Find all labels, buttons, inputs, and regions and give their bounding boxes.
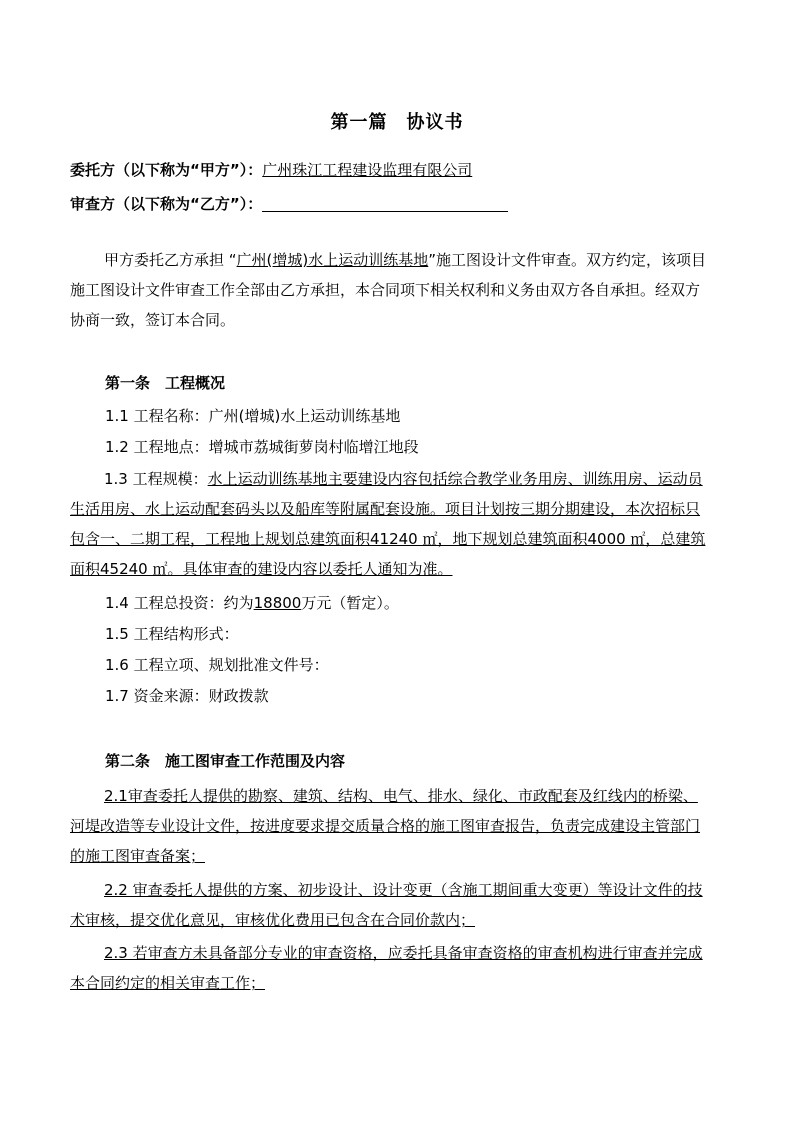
article2-item2 [70,875,710,935]
party-a-value: 广州珠江工程建设监理有限公司 [262,161,473,179]
article2-item3-text: 2.3 若审查方未具备部分专业的审查资格，应委托具备审查资格的审查机构进行审查并完成本合同约定的相关审查工作； [70,944,703,992]
article2-item3 [70,938,710,998]
article1-item7: 1.7 资金来源：财政拨款 [105,687,269,705]
party-b-blank [262,195,508,212]
intro-before: 甲方委托乙方承担 “ [104,251,237,269]
party-a-label: 委托方（以下称为“甲方”）： [70,161,263,179]
item4-value: 18800 [253,594,302,612]
article1-item6: 1.6 工程立项、规划批准文件号： [105,656,329,674]
article2-heading: 第二条 施工图审查工作范围及内容 [105,752,346,770]
page-title: 第一篇 协议书 [330,112,464,133]
item4-label: 1.4 工程总投资：约为 [105,594,254,612]
article2-item2-text: 2.2 审查委托人提供的方案、初步设计、设计变更（含施工期间重大变更）等设计文件的技术审核，提交优化意见，审核优化费用已包含在合同价款内； [70,881,703,929]
item4-unit: 万元（暂定）。 [301,594,399,612]
article1-item2: 1.2 工程地点：增城市荔城街萝岗村临增江地段 [105,438,419,456]
party-a-line [70,160,472,180]
article1-item5: 1.5 工程结构形式： [105,625,239,643]
article1-item4 [105,593,399,613]
article1-item1: 1.1 工程名称：广州(增城)水上运动训练基地 [105,407,401,425]
intro-after: ”施工图设计文件审查。双方约定，该项目施工图设计文件审查工作全部由乙方承担，本合同项下相关权利和义务由双方各自承担。经双方协商一致，签订本合同。 [70,251,707,329]
intro-paragraph [70,245,710,335]
article2-item1 [70,781,710,871]
article1-heading: 第一条 工程概况 [105,374,226,392]
item3-text: 水上运动训练基地主要建设内容包括综合教学业务用房、训练用房、运动员生活用房、水上运动配套码头以及船库等附属配套设施。项目计划按三期分期建设，本次招标只包含一、二期工程，工程地上规划总建筑面积41240 ㎡，地下规划总建筑面积4000 ㎡，总建筑面积45240 ㎡。具体审查的建设内容以委托人通知为准。 [70,470,706,578]
article1-item3 [70,464,710,584]
item3-label: 1.3 工程规模： [104,470,208,488]
intro-project: 广州(增城)水上运动训练基地 [236,251,429,269]
party-b-line [70,194,508,214]
article2-item1-text: 2.1审查委托人提供的勘察、建筑、结构、电气、排水、绿化、市政配套及红线内的桥梁、河堤改造等专业设计文件，按进度要求提交质量合格的施工图审查报告，负责完成建设主管部门的施工图审查备案； [70,787,701,865]
party-b-label: 审查方（以下称为“乙方”）： [70,195,263,213]
